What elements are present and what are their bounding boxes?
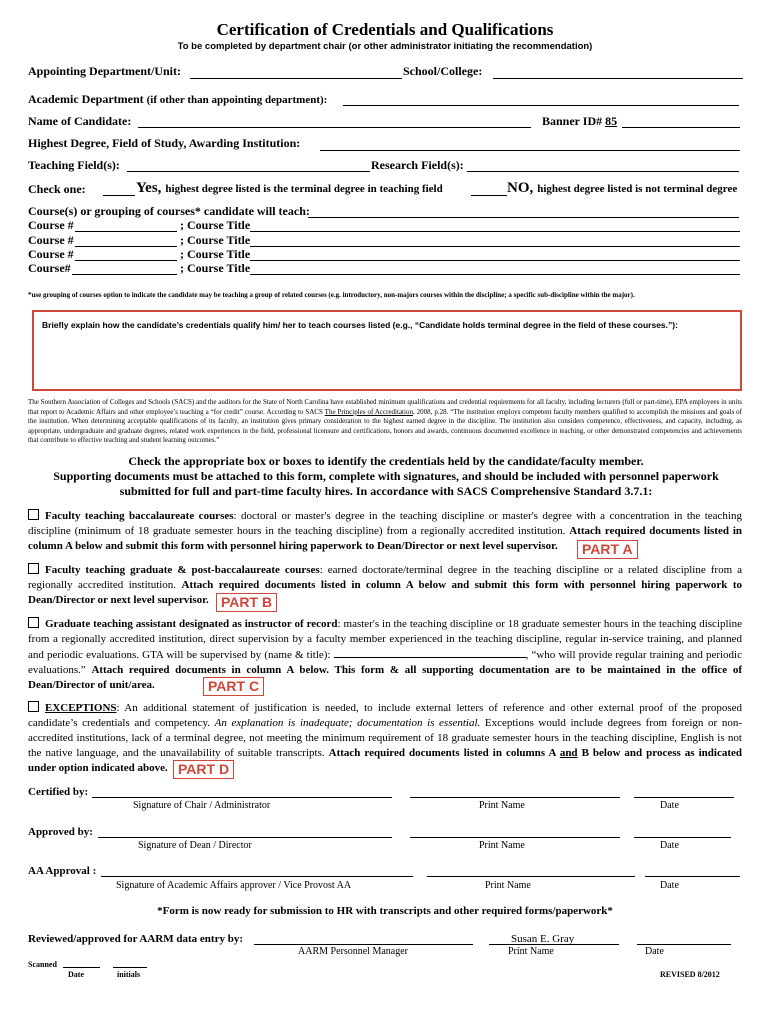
scanned-date-input[interactable] [63, 967, 100, 968]
academic-dept-label: Academic Department (if other than appointing department): [28, 92, 328, 106]
option-d: EXCEPTIONS: An additional statement of justification is needed, to include external letters of reference and other external proof of the proposed candidate’s credentials and competency. An explanation is inadequate; documentation is essential. Exceptions would include degrees from foreign or non-accredited institutions, lack of a terminal degree, not meeting the minimum requirement of 18 graduate semester hours in the teaching discipline, English is not the native language, and the unavailability of suitable transcripts. Attach required documents listed in columns A and B below and process as indicated under option indicated above. [28, 702, 742, 774]
check-one-label: Check one: [28, 182, 86, 196]
option-c-checkbox[interactable] [28, 617, 39, 628]
reviewed-by-label: Reviewed/approved for AARM data entry by: [28, 933, 243, 945]
school-college-input[interactable] [493, 78, 743, 79]
approved-by-label: Approved by: [28, 826, 93, 838]
option-b: Faculty teaching graduate & post-baccalaureate courses: earned doctorate/terminal degree in the teaching discipline or a related discipline from a regionally accredited institution. Attach required documents listed in column A below and submit this form with personnel hiring paperwork to Dean/Director or next level supervisor. [28, 564, 743, 606]
instructions-line-2: Supporting documents must be attached to this form, complete with signatures, and should be included with personnel paperwork [53, 469, 719, 483]
option-d-checkbox[interactable] [28, 701, 39, 712]
candidate-name-label: Name of Candidate: [28, 114, 132, 128]
course-4-label: Course# [28, 261, 71, 275]
aa-approval-label: AA Approval : [28, 865, 97, 877]
courses-label: Course(s) or grouping of courses* candidate will teach: [28, 204, 310, 218]
banner-id-label: Banner ID# 85 [542, 114, 618, 128]
highest-degree-label: Highest Degree, Field of Study, Awarding Institution: [28, 136, 301, 150]
aa-signature-input[interactable] [101, 876, 413, 877]
option-b-checkbox[interactable] [28, 563, 39, 574]
course-1-label: Course # [28, 218, 74, 232]
course-1-number-input[interactable] [75, 231, 177, 232]
courses-input[interactable] [308, 217, 739, 218]
sig-aa-caption: Signature of Academic Affairs approver / Vice Provost AA [116, 880, 352, 891]
yes-option: Yes, highest degree listed is the terminal degree in teaching field [136, 180, 443, 196]
approved-print-name-input[interactable] [410, 837, 620, 838]
appointing-dept-label: Appointing Department/Unit: [28, 64, 182, 78]
date-caption-1: Date [660, 800, 679, 811]
explain-prompt: Briefly explain how the candidate’s credentials qualify him/ her to teach courses listed (e.g., “Candidate holds terminal degree in the field of these courses.”): [42, 320, 678, 330]
certified-print-name-input[interactable] [410, 797, 620, 798]
course-4-number-input[interactable] [72, 274, 177, 275]
part-b-label: PART B [216, 593, 277, 612]
no-checkbox-line[interactable] [471, 195, 507, 196]
yes-checkbox-line[interactable] [103, 195, 135, 196]
research-fields-input[interactable] [467, 171, 739, 172]
aarm-manager-caption: AARM Personnel Manager [298, 946, 408, 957]
certified-date-input[interactable] [634, 797, 734, 798]
course-4-title-label: ; Course Title [180, 261, 251, 275]
course-2-number-input[interactable] [75, 246, 177, 247]
course-3-label: Course # [28, 247, 74, 261]
revised-label: REVISED 8/2012 [660, 970, 720, 979]
part-a-label: PART A [577, 540, 638, 559]
banner-id-input[interactable] [622, 127, 740, 128]
course-1-title-input[interactable] [250, 231, 740, 232]
print-name-caption-2: Print Name [479, 840, 525, 851]
reviewed-date-input[interactable] [637, 944, 731, 945]
scanned-label: Scanned [28, 960, 57, 969]
footnote: *use grouping of courses option to indicate the candidate may be teaching a group of related courses (e.g. introductory, non-majors courses within the discipline; a specific sub-discipline within the major). [28, 291, 635, 299]
sacs-paragraph: The Southern Association of Colleges and Schools (SACS) and the auditors for the State of North Carolina have established minimum qualifications and credential requirements for all faculty, including lecturers (full or part-time), EPA employees in units that report to Academic Affairs and other employee’s teaching a “for credit” course. According to SACS The Principles of Accreditation, 2008, p.28. “The institution employs competent faculty members qualified to accomplish the missions and goals of the institution. When determining acceptable qualifications of its faculty, an institution gives primary consideration to the highest earned degree in the discipline. The institution also considers competence, effectiveness, and capacity, including, as appropriate, undergraduate and graduate degrees, related work experiences in the field, professional licensure and certifications, honors and awards, continuous documented excellence in teaching, or other demonstrated competencies and achievements that contribute to effective teaching and student learning outcomes.” [28, 398, 742, 444]
school-college-label: School/College: [403, 64, 483, 78]
banner-id-value: 85 [605, 114, 618, 128]
sig-dean-caption: Signature of Dean / Director [138, 840, 252, 851]
option-a: Faculty teaching baccalaureate courses: doctoral or master's degree in the teaching discipline or master's degree with a concentration in the teaching discipline (minimum of 18 graduate semester hours in the teaching discipline) from a regionally accredited institution. Attach required documents listed in column A below and submit this form with personnel hiring paperwork to Dean/Director or next level supervisor. [28, 510, 743, 552]
instructions-line-3: submitted for full and part-time faculty hires. In accordance with SACS Comprehensive Standard 3.7.1: [119, 484, 653, 498]
approved-signature-input[interactable] [98, 837, 392, 838]
aa-print-name-input[interactable] [427, 876, 635, 877]
reviewed-signature-input[interactable] [254, 944, 473, 945]
course-1-title-label: ; Course Title [180, 218, 251, 232]
scanned-date-caption: Date [68, 970, 84, 979]
print-name-caption-3: Print Name [485, 880, 531, 891]
form-title: Certification of Credentials and Qualifications [216, 20, 554, 39]
course-3-number-input[interactable] [75, 260, 177, 261]
explain-textbox[interactable] [32, 310, 742, 391]
scanned-initials-caption: initials [117, 970, 141, 979]
course-4-title-input[interactable] [250, 274, 740, 275]
teaching-fields-label: Teaching Field(s): [28, 158, 120, 172]
appointing-dept-input[interactable] [190, 78, 402, 79]
course-3-title-label: ; Course Title [180, 247, 251, 261]
gta-supervisor-input[interactable] [334, 647, 526, 658]
option-a-checkbox[interactable] [28, 509, 39, 520]
form-subtitle: To be completed by department chair (or other administrator initiating the recommendation) [177, 41, 593, 52]
course-2-title-label: ; Course Title [180, 233, 251, 247]
certified-by-label: Certified by: [28, 786, 89, 798]
course-2-title-input[interactable] [250, 246, 740, 247]
part-d-label: PART D [173, 760, 234, 779]
candidate-name-input[interactable] [138, 127, 531, 128]
course-3-title-input[interactable] [250, 260, 740, 261]
research-fields-label: Research Field(s): [371, 158, 464, 172]
date-caption-3: Date [660, 880, 679, 891]
approved-date-input[interactable] [634, 837, 731, 838]
part-c-label: PART C [203, 677, 264, 696]
academic-dept-input[interactable] [343, 105, 739, 106]
reviewed-print-name-input[interactable] [489, 944, 619, 945]
ready-note: *Form is now ready for submission to HR with transcripts and other required forms/paperwork* [157, 905, 613, 917]
option-c: Graduate teaching assistant designated as instructor of record: master's in the teaching discipline or 18 graduate semester hours in the teaching discipline from a regionally accredited institution, direct supervision by a faculty member experienced in the teaching discipline, regular in-service training, and planned and periodic evaluations. GTA will be supervised by (name & title): , “who will provide regular training and periodic evaluations.” Attach required documents in column A below. This form & all supporting documentation are to be maintained in the office of Dean/Director of unit/area. [28, 618, 743, 691]
teaching-fields-input[interactable] [127, 171, 370, 172]
scanned-initials-input[interactable] [113, 967, 147, 968]
sig-chair-caption: Signature of Chair / Administrator [133, 800, 271, 811]
course-2-label: Course # [28, 233, 74, 247]
instructions-line-1: Check the appropriate box or boxes to identify the credentials held by the candidate/faculty member. [128, 454, 644, 468]
aa-date-input[interactable] [645, 876, 740, 877]
date-caption-2: Date [660, 840, 679, 851]
date-caption-4: Date [645, 946, 664, 957]
certified-signature-input[interactable] [92, 797, 392, 798]
no-option: NO, highest degree listed is not terminal degree [507, 180, 738, 196]
print-name-caption-4: Print Name [508, 946, 554, 957]
highest-degree-input[interactable] [320, 150, 740, 151]
print-name-caption-1: Print Name [479, 800, 525, 811]
reviewer-name: Susan E. Gray [511, 933, 575, 945]
